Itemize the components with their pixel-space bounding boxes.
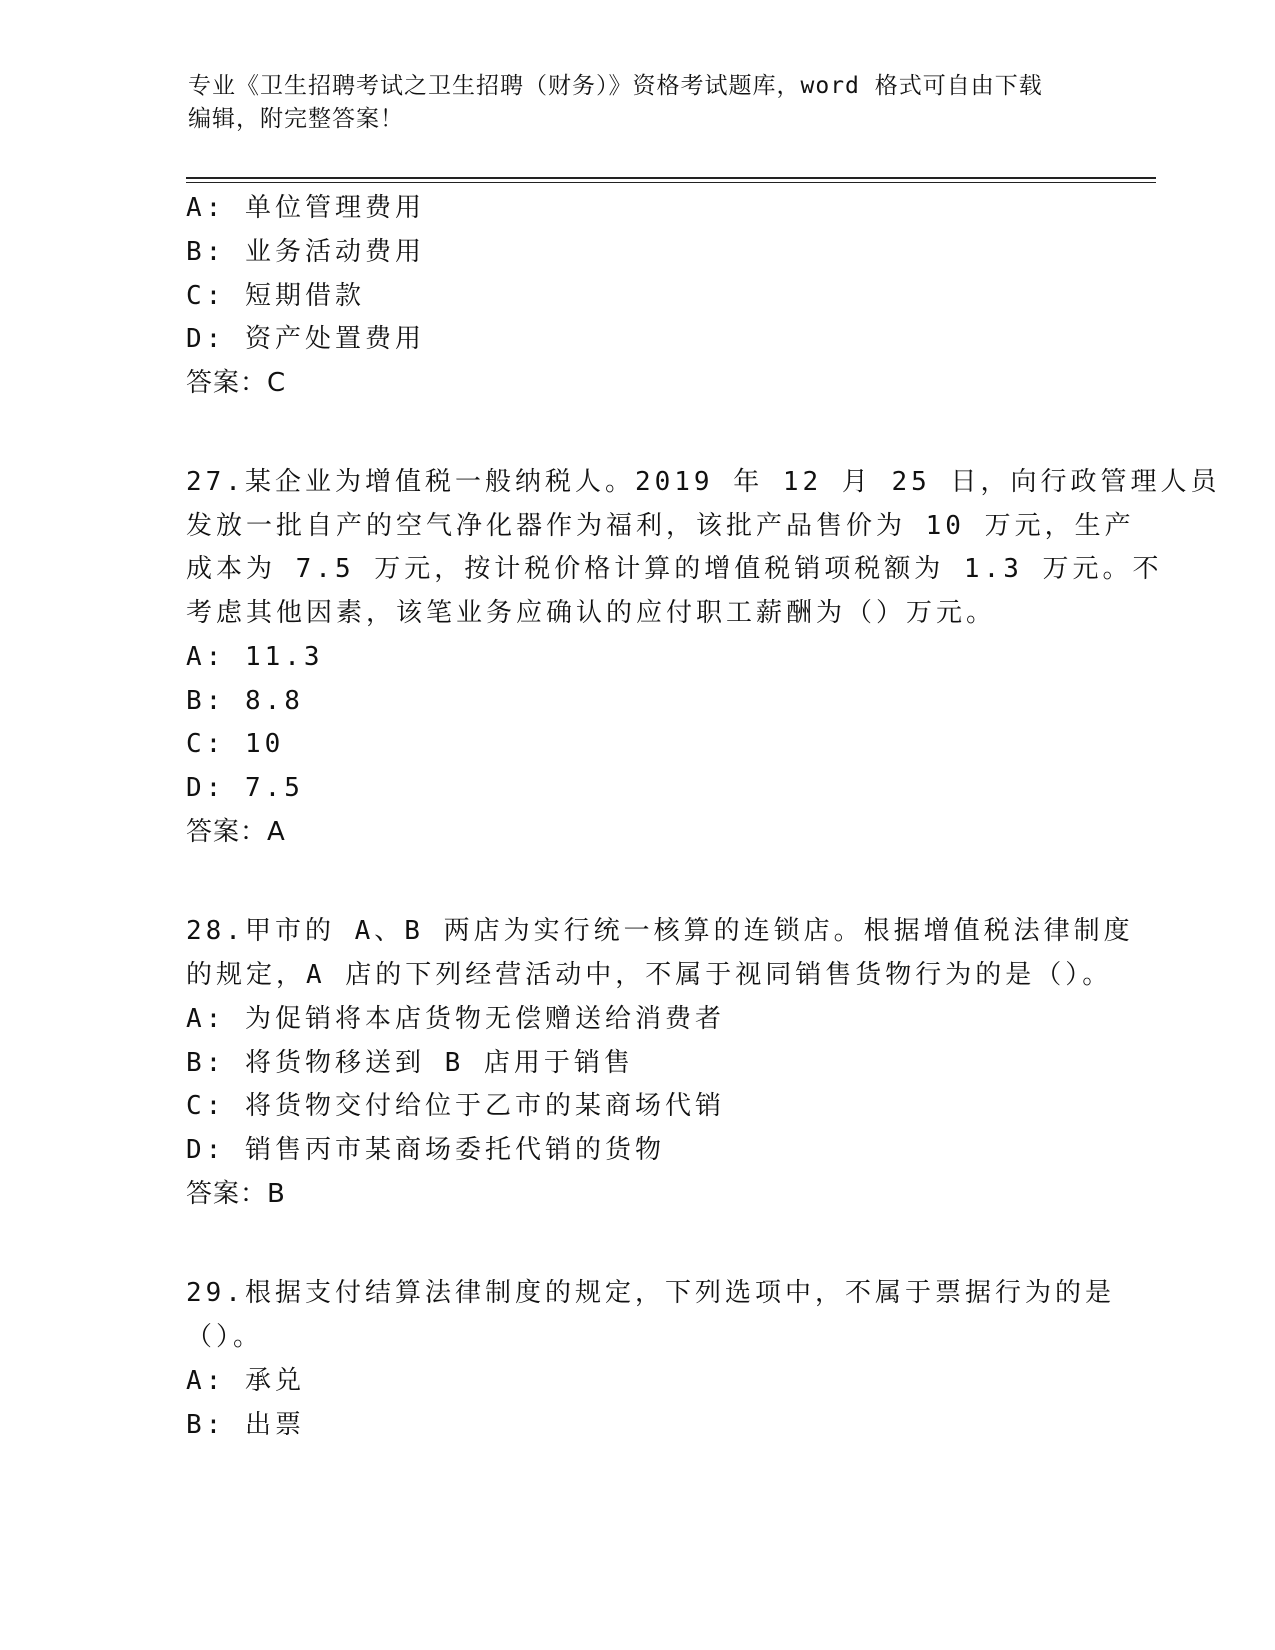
q29-option-a: A: 承兑 [186,1366,305,1396]
q28-option-c: C: 将货物交付给位于乙市的某商场代销 [186,1091,725,1121]
q26-answer: 答案：C [186,368,287,398]
q27-option-c: C: 10 [186,729,285,759]
q27-stem-line-2: 发放一批自产的空气净化器作为福利，该批产品售价为 10 万元，生产 [186,511,1135,541]
q27-stem-line-3: 成本为 7.5 万元，按计税价格计算的增值税销项税额为 1.3 万元。不 [186,554,1163,584]
q29-stem-line-2: （）。 [186,1322,264,1352]
q29-option-b: B: 出票 [186,1410,305,1440]
header-line-1: 专业《卫生招聘考试之卫生招聘（财务）》资格考试题库，word 格式可自由下载 [188,73,1043,99]
header-line-2: 编辑，附完整答案！ [188,106,404,132]
document-header [188,70,1088,136]
q27-option-d: D: 7.5 [186,773,304,803]
q27-stem-line-1: 27.某企业为增值税一般纳税人。2019 年 12 月 25 日，向行政管理人员 [186,467,1221,497]
q28-answer: 答案：B [186,1179,286,1209]
q27-option-a: A: 11.3 [186,642,324,672]
q26-option-c: C: 短期借款 [186,281,365,311]
q27-option-b: B: 8.8 [186,686,304,716]
q26-option-d: D: 资产处置费用 [186,324,425,354]
header-divider-thick [186,177,1156,179]
q27-answer: 答案：A [186,817,286,847]
q28-stem-line-1: 28.甲市的 A、B 两店为实行统一核算的连锁店。根据增值税法律制度 [186,916,1134,946]
q27-stem-line-4: 考虑其他因素，该笔业务应确认的应付职工薪酬为（）万元。 [186,598,997,628]
q26-option-b: B: 业务活动费用 [186,237,425,267]
header-divider-thin [186,182,1156,183]
q26-option-a: A: 单位管理费用 [186,193,425,223]
q29-stem-line-1: 29.根据支付结算法律制度的规定，下列选项中，不属于票据行为的是 [186,1278,1115,1308]
q28-option-d: D: 销售丙市某商场委托代销的货物 [186,1135,665,1165]
q28-option-b: B: 将货物移送到 B 店用于销售 [186,1048,634,1078]
q28-stem-line-2: 的规定，A 店的下列经营活动中，不属于视同销售货物行为的是（）。 [186,960,1113,990]
q28-option-a: A: 为促销将本店货物无偿赠送给消费者 [186,1004,725,1034]
